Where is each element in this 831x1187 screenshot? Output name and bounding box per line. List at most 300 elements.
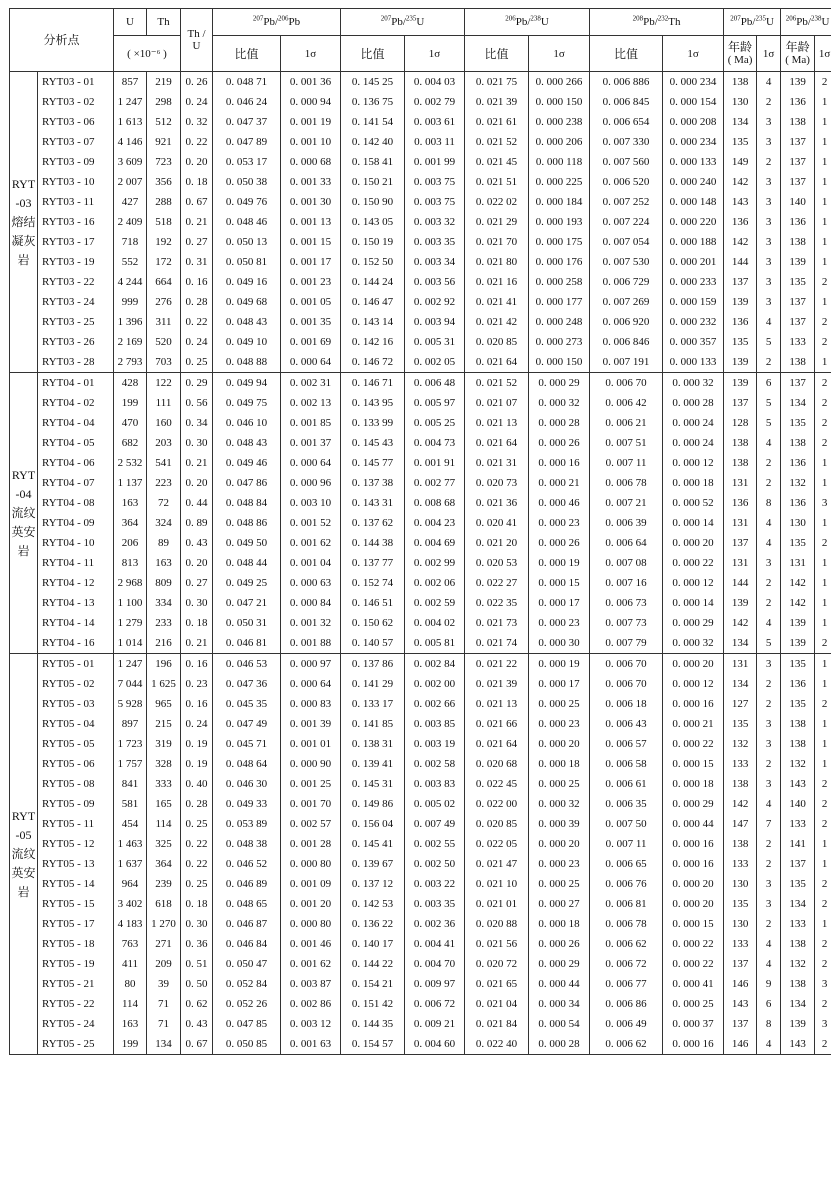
pb206-u238-ratio-cell: 0. 021 65: [465, 974, 529, 994]
pb207-u235-ratio-cell: 0. 144 38: [341, 533, 405, 553]
pb207-pb206-sigma-cell: 0. 001 88: [281, 633, 341, 654]
sample-id-cell: RYT04 - 10: [38, 533, 114, 553]
th-u-ratio-cell: 0. 29: [181, 373, 213, 394]
pb206-u238-sigma-cell: 0. 000 266: [529, 72, 590, 93]
pb207-u235-sigma-cell: 0. 009 21: [405, 1014, 465, 1034]
u-ppm-cell: 964: [114, 874, 147, 894]
pb208-th232-ratio-cell: 0. 007 330: [590, 132, 663, 152]
u-ppm-cell: 1 247: [114, 654, 147, 675]
pb206-u238-ratio-cell: 0. 022 40: [465, 1034, 529, 1055]
header-pb206-u238: $^{206}$Pb/$^{238}$U: [465, 9, 590, 36]
th-u-ratio-cell: 0. 43: [181, 1014, 213, 1034]
pb207-pb206-sigma-cell: 0. 001 36: [281, 72, 341, 93]
age-pb206-u238-sigma-cell: 2: [815, 694, 831, 714]
pb207-u235-sigma-cell: 0. 004 03: [405, 72, 465, 93]
pb207-pb206-ratio-cell: 0. 049 50: [213, 533, 281, 553]
pb208-th232-sigma-cell: 0. 000 32: [663, 633, 724, 654]
u-ppm-cell: 552: [114, 252, 147, 272]
age-pb206-u238-cell: 133: [781, 914, 815, 934]
th-u-ratio-cell: 0. 43: [181, 533, 213, 553]
pb206-u238-ratio-cell: 0. 021 70: [465, 232, 529, 252]
pb208-th232-ratio-cell: 0. 006 81: [590, 894, 663, 914]
pb206-u238-ratio-cell: 0. 021 29: [465, 212, 529, 232]
sample-id-cell: RYT04 - 09: [38, 513, 114, 533]
pb207-pb206-sigma-cell: 0. 002 13: [281, 393, 341, 413]
pb207-pb206-sigma-cell: 0. 001 17: [281, 252, 341, 272]
th-ppm-cell: 356: [147, 172, 181, 192]
pb206-u238-sigma-cell: 0. 000 184: [529, 192, 590, 212]
u-ppm-cell: 1 463: [114, 834, 147, 854]
pb207-pb206-ratio-cell: 0. 049 46: [213, 453, 281, 473]
pb208-th232-ratio-cell: 0. 007 08: [590, 553, 663, 573]
age-pb206-u238-sigma-cell: 2: [815, 894, 831, 914]
u-ppm-cell: 80: [114, 974, 147, 994]
rock-group-label-line: 岩: [17, 884, 30, 899]
age-pb206-u238-sigma-cell: 1: [815, 192, 831, 212]
pb207-u235-sigma-cell: 0. 003 35: [405, 894, 465, 914]
age-pb207-u235-sigma-cell: 3: [757, 272, 781, 292]
age-pb207-u235-cell: 138: [724, 834, 757, 854]
th-ppm-cell: 89: [147, 533, 181, 553]
pb207-pb206-ratio-cell: 0. 046 10: [213, 413, 281, 433]
th-u-ratio-cell: 0. 25: [181, 352, 213, 373]
table-row: [10, 894, 831, 914]
sample-id-cell: RYT05 - 25: [38, 1034, 114, 1055]
age-pb207-u235-sigma-cell: 3: [757, 112, 781, 132]
age-pb206-u238-cell: 133: [781, 814, 815, 834]
table-row: [10, 794, 831, 814]
age-pb206-u238-sigma-cell: 1: [815, 613, 831, 633]
age-pb207-u235-sigma-cell: 4: [757, 433, 781, 453]
pb208-th232-ratio-cell: 0. 006 845: [590, 92, 663, 112]
age-pb206-u238-sigma-cell: 2: [815, 814, 831, 834]
age-pb206-u238-cell: 130: [781, 513, 815, 533]
pb207-pb206-sigma-cell: 0. 001 32: [281, 613, 341, 633]
age-pb207-u235-sigma-cell: 4: [757, 613, 781, 633]
table-row: [10, 593, 831, 613]
pb206-u238-sigma-cell: 0. 000 193: [529, 212, 590, 232]
rock-group-label-line: -03: [15, 195, 32, 210]
rock-group-label-line: 流纹: [11, 846, 36, 861]
u-ppm-cell: 1 279: [114, 613, 147, 633]
age-pb207-u235-cell: 137: [724, 1014, 757, 1034]
pb206-u238-sigma-cell: 0. 000 26: [529, 533, 590, 553]
pb208-th232-sigma-cell: 0. 000 24: [663, 413, 724, 433]
pb208-th232-ratio-cell: 0. 006 73: [590, 593, 663, 613]
th-ppm-cell: 328: [147, 754, 181, 774]
pb208-th232-sigma-cell: 0. 000 208: [663, 112, 724, 132]
age-pb206-u238-sigma-cell: 2: [815, 373, 831, 394]
u-ppm-cell: 897: [114, 714, 147, 734]
pb206-u238-ratio-cell: 0. 020 41: [465, 513, 529, 533]
pb207-pb206-ratio-cell: 0. 050 38: [213, 172, 281, 192]
th-ppm-cell: 39: [147, 974, 181, 994]
age-pb206-u238-sigma-cell: 2: [815, 332, 831, 352]
pb207-u235-ratio-cell: 0. 150 19: [341, 232, 405, 252]
pb207-pb206-sigma-cell: 0. 001 37: [281, 433, 341, 453]
pb206-u238-ratio-cell: 0. 021 36: [465, 493, 529, 513]
pb207-u235-sigma-cell: 0. 003 19: [405, 734, 465, 754]
age-pb207-u235-sigma-cell: 3: [757, 252, 781, 272]
pb206-u238-sigma-cell: 0. 000 17: [529, 674, 590, 694]
pb207-pb206-ratio-cell: 0. 050 13: [213, 232, 281, 252]
th-u-ratio-cell: 0. 25: [181, 874, 213, 894]
pb207-u235-ratio-cell: 0. 141 85: [341, 714, 405, 734]
pb206-u238-sigma-cell: 0. 000 39: [529, 814, 590, 834]
u-ppm-cell: 1 137: [114, 473, 147, 493]
th-u-ratio-cell: 0. 56: [181, 393, 213, 413]
sample-id-cell: RYT04 - 08: [38, 493, 114, 513]
sample-id-cell: RYT03 - 02: [38, 92, 114, 112]
age-pb207-u235-cell: 135: [724, 132, 757, 152]
pb207-u235-ratio-cell: 0. 133 99: [341, 413, 405, 433]
pb208-th232-sigma-cell: 0. 000 188: [663, 232, 724, 252]
pb207-pb206-ratio-cell: 0. 046 30: [213, 774, 281, 794]
age-pb207-u235-cell: 137: [724, 954, 757, 974]
pb206-u238-sigma-cell: 0. 000 29: [529, 373, 590, 394]
sample-id-cell: RYT05 - 01: [38, 654, 114, 675]
pb207-u235-ratio-cell: 0. 154 57: [341, 1034, 405, 1055]
age-pb207-u235-sigma-cell: 2: [757, 694, 781, 714]
pb207-u235-ratio-cell: 0. 144 22: [341, 954, 405, 974]
pb207-u235-ratio-cell: 0. 143 14: [341, 312, 405, 332]
rock-group-label-line: -04: [15, 486, 32, 501]
pb208-th232-sigma-cell: 0. 000 41: [663, 974, 724, 994]
pb207-pb206-sigma-cell: 0. 001 28: [281, 834, 341, 854]
age-pb206-u238-cell: 131: [781, 553, 815, 573]
u-ppm-cell: 1 723: [114, 734, 147, 754]
age-pb206-u238-sigma-cell: 1: [815, 292, 831, 312]
age-pb207-u235-cell: 134: [724, 112, 757, 132]
rock-group-label-line: 英安: [11, 524, 36, 539]
age-pb207-u235-cell: 133: [724, 854, 757, 874]
age-pb207-u235-cell: 139: [724, 373, 757, 394]
pb207-u235-ratio-cell: 0. 139 41: [341, 754, 405, 774]
age-pb206-u238-cell: 140: [781, 794, 815, 814]
pb207-pb206-ratio-cell: 0. 047 37: [213, 112, 281, 132]
header-r4-mass-b: 232: [657, 14, 669, 23]
pb207-pb206-ratio-cell: 0. 050 81: [213, 252, 281, 272]
pb207-pb206-ratio-cell: 0. 048 65: [213, 894, 281, 914]
age-pb207-u235-cell: 143: [724, 994, 757, 1014]
pb206-u238-sigma-cell: 0. 000 273: [529, 332, 590, 352]
pb206-u238-sigma-cell: 0. 000 19: [529, 553, 590, 573]
th-ppm-cell: 298: [147, 92, 181, 112]
pb207-u235-sigma-cell: 0. 004 70: [405, 954, 465, 974]
age-pb207-u235-sigma-cell: 5: [757, 633, 781, 654]
pb208-th232-ratio-cell: 0. 007 252: [590, 192, 663, 212]
sample-id-cell: RYT03 - 10: [38, 172, 114, 192]
pb207-pb206-sigma-cell: 0. 000 83: [281, 694, 341, 714]
age-pb207-u235-sigma-cell: 9: [757, 974, 781, 994]
pb207-u235-ratio-cell: 0. 145 43: [341, 433, 405, 453]
th-u-ratio-cell: 0. 30: [181, 593, 213, 613]
th-ppm-cell: 364: [147, 854, 181, 874]
pb207-u235-ratio-cell: 0. 158 41: [341, 152, 405, 172]
pb207-pb206-ratio-cell: 0. 052 26: [213, 994, 281, 1014]
u-ppm-cell: 1 396: [114, 312, 147, 332]
age-pb207-u235-sigma-cell: 5: [757, 393, 781, 413]
pb206-u238-ratio-cell: 0. 021 39: [465, 674, 529, 694]
th-ppm-cell: 203: [147, 433, 181, 453]
age-pb207-u235-sigma-cell: 3: [757, 654, 781, 675]
pb207-pb206-ratio-cell: 0. 053 17: [213, 152, 281, 172]
pb206-u238-sigma-cell: 0. 000 15: [529, 573, 590, 593]
pb207-pb206-sigma-cell: 0. 000 63: [281, 573, 341, 593]
th-ppm-cell: 541: [147, 453, 181, 473]
pb208-th232-sigma-cell: 0. 000 22: [663, 553, 724, 573]
age-pb207-u235-sigma-cell: 6: [757, 373, 781, 394]
pb206-u238-sigma-cell: 0. 000 23: [529, 714, 590, 734]
age-pb206-u238-cell: 138: [781, 974, 815, 994]
th-ppm-cell: 114: [147, 814, 181, 834]
pb207-pb206-sigma-cell: 0. 001 23: [281, 272, 341, 292]
pb207-pb206-sigma-cell: 0. 001 63: [281, 1034, 341, 1055]
u-ppm-cell: 1 757: [114, 754, 147, 774]
pb206-u238-sigma-cell: 0. 000 16: [529, 453, 590, 473]
age-pb207-u235-sigma-cell: 3: [757, 774, 781, 794]
pb207-u235-ratio-cell: 0. 133 17: [341, 694, 405, 714]
pb207-u235-sigma-cell: 0. 002 55: [405, 834, 465, 854]
table-row: [10, 252, 831, 272]
th-ppm-cell: 664: [147, 272, 181, 292]
pb207-u235-ratio-cell: 0. 137 62: [341, 513, 405, 533]
age-pb207-u235-cell: 146: [724, 1034, 757, 1055]
th-u-ratio-cell: 0. 23: [181, 674, 213, 694]
age-pb207-u235-sigma-cell: 2: [757, 352, 781, 373]
age-pb206-u238-cell: 142: [781, 573, 815, 593]
u-ppm-cell: 3 609: [114, 152, 147, 172]
header-age-label: 年龄: [728, 40, 753, 54]
pb206-u238-sigma-cell: 0. 000 29: [529, 954, 590, 974]
age-pb206-u238-cell: 139: [781, 633, 815, 654]
pb207-pb206-sigma-cell: 0. 001 05: [281, 292, 341, 312]
header-age-pb206-u238: $^{206}$Pb/$^{238}$U: [781, 9, 831, 36]
pb207-u235-ratio-cell: 0. 146 72: [341, 352, 405, 373]
th-ppm-cell: 122: [147, 373, 181, 394]
th-ppm-cell: 71: [147, 1014, 181, 1034]
age-pb207-u235-cell: 147: [724, 814, 757, 834]
pb206-u238-sigma-cell: 0. 000 23: [529, 613, 590, 633]
pb207-pb206-sigma-cell: 0. 001 25: [281, 774, 341, 794]
rock-group-label: [10, 72, 38, 373]
pb206-u238-sigma-cell: 0. 000 44: [529, 974, 590, 994]
age-pb207-u235-cell: 130: [724, 914, 757, 934]
age-pb207-u235-sigma-cell: 4: [757, 1034, 781, 1055]
pb207-pb206-sigma-cell: 0. 000 94: [281, 92, 341, 112]
pb207-pb206-ratio-cell: 0. 048 71: [213, 72, 281, 93]
table-row: [10, 272, 831, 292]
th-ppm-cell: 209: [147, 954, 181, 974]
age-pb206-u238-sigma-cell: 1: [815, 734, 831, 754]
sample-id-cell: RYT04 - 12: [38, 573, 114, 593]
table-row: [10, 373, 831, 394]
sample-id-cell: RYT04 - 11: [38, 553, 114, 573]
pb208-th232-ratio-cell: 0. 006 49: [590, 1014, 663, 1034]
pb207-u235-sigma-cell: 0. 003 22: [405, 874, 465, 894]
pb207-pb206-sigma-cell: 0. 000 64: [281, 352, 341, 373]
pb208-th232-ratio-cell: 0. 006 42: [590, 393, 663, 413]
table-row: [10, 212, 831, 232]
pb207-u235-sigma-cell: 0. 002 99: [405, 553, 465, 573]
pb206-u238-sigma-cell: 0. 000 225: [529, 172, 590, 192]
pb206-u238-ratio-cell: 0. 022 45: [465, 774, 529, 794]
table-row: [10, 654, 831, 675]
pb206-u238-ratio-cell: 0. 022 27: [465, 573, 529, 593]
th-u-ratio-cell: 0. 32: [181, 112, 213, 132]
pb206-u238-sigma-cell: 0. 000 46: [529, 493, 590, 513]
table-row: [10, 934, 831, 954]
th-ppm-cell: 172: [147, 252, 181, 272]
pb208-th232-sigma-cell: 0. 000 12: [663, 674, 724, 694]
age-pb206-u238-cell: 135: [781, 533, 815, 553]
pb207-pb206-ratio-cell: 0. 049 68: [213, 292, 281, 312]
pb208-th232-sigma-cell: 0. 000 16: [663, 834, 724, 854]
pb208-th232-sigma-cell: 0. 000 18: [663, 774, 724, 794]
pb207-pb206-sigma-cell: 0. 001 62: [281, 954, 341, 974]
u-ppm-cell: 163: [114, 1014, 147, 1034]
age-pb207-u235-cell: 142: [724, 232, 757, 252]
header-age1-iso-a: Pb: [740, 16, 753, 28]
age-pb207-u235-cell: 149: [724, 152, 757, 172]
header-analysis-point: 分析点: [10, 9, 114, 72]
table-row: [10, 533, 831, 553]
age-pb207-u235-sigma-cell: 2: [757, 914, 781, 934]
sample-id-cell: RYT03 - 01: [38, 72, 114, 93]
age-pb206-u238-cell: 138: [781, 112, 815, 132]
pb207-u235-ratio-cell: 0. 137 77: [341, 553, 405, 573]
header-th-u: Th / U: [181, 9, 213, 72]
age-pb207-u235-sigma-cell: 2: [757, 92, 781, 112]
pb206-u238-sigma-cell: 0. 000 118: [529, 152, 590, 172]
pb207-pb206-sigma-cell: 0. 001 13: [281, 212, 341, 232]
u-ppm-cell: 682: [114, 433, 147, 453]
age-pb206-u238-cell: 132: [781, 954, 815, 974]
pb206-u238-sigma-cell: 0. 000 34: [529, 994, 590, 1014]
age-pb206-u238-sigma-cell: 3: [815, 493, 831, 513]
pb206-u238-sigma-cell: 0. 000 30: [529, 633, 590, 654]
table-row: [10, 674, 831, 694]
pb207-pb206-sigma-cell: 0. 001 10: [281, 132, 341, 152]
pb206-u238-sigma-cell: 0. 000 28: [529, 1034, 590, 1055]
sample-id-cell: RYT05 - 04: [38, 714, 114, 734]
age-pb207-u235-sigma-cell: 6: [757, 994, 781, 1014]
pb208-th232-ratio-cell: 0. 006 43: [590, 714, 663, 734]
th-u-ratio-cell: 0. 16: [181, 654, 213, 675]
age-pb206-u238-sigma-cell: 2: [815, 272, 831, 292]
u-ppm-cell: 2 007: [114, 172, 147, 192]
age-pb207-u235-sigma-cell: 3: [757, 132, 781, 152]
age-pb206-u238-cell: 137: [781, 172, 815, 192]
header-age2-iso-b: U: [821, 16, 830, 28]
pb208-th232-sigma-cell: 0. 000 16: [663, 1034, 724, 1055]
pb207-pb206-sigma-cell: 0. 001 46: [281, 934, 341, 954]
pb206-u238-sigma-cell: 0. 000 25: [529, 694, 590, 714]
pb208-th232-ratio-cell: 0. 007 50: [590, 814, 663, 834]
u-ppm-cell: 206: [114, 533, 147, 553]
pb207-pb206-sigma-cell: 0. 001 52: [281, 513, 341, 533]
pb208-th232-ratio-cell: 0. 006 21: [590, 413, 663, 433]
pb206-u238-ratio-cell: 0. 021 51: [465, 172, 529, 192]
pb208-th232-sigma-cell: 0. 000 234: [663, 72, 724, 93]
header-sigma: 1σ: [663, 36, 724, 72]
sample-id-cell: RYT05 - 15: [38, 894, 114, 914]
pb207-u235-sigma-cell: 0. 003 61: [405, 112, 465, 132]
pb208-th232-sigma-cell: 0. 000 14: [663, 593, 724, 613]
th-u-ratio-cell: 0. 24: [181, 332, 213, 352]
age-pb207-u235-sigma-cell: 3: [757, 734, 781, 754]
table-row: [10, 1034, 831, 1055]
u-ppm-cell: 813: [114, 553, 147, 573]
pb207-u235-ratio-cell: 0. 145 31: [341, 774, 405, 794]
pb207-u235-sigma-cell: 0. 002 50: [405, 854, 465, 874]
pb207-pb206-sigma-cell: 0. 001 62: [281, 533, 341, 553]
age-pb206-u238-sigma-cell: 2: [815, 1034, 831, 1055]
pb208-th232-ratio-cell: 0. 006 77: [590, 974, 663, 994]
pb208-th232-ratio-cell: 0. 007 530: [590, 252, 663, 272]
sample-id-cell: RYT04 - 04: [38, 413, 114, 433]
pb207-pb206-ratio-cell: 0. 049 25: [213, 573, 281, 593]
age-pb207-u235-sigma-cell: 2: [757, 754, 781, 774]
th-ppm-cell: 219: [147, 72, 181, 93]
header-r3-mass-a: 206: [505, 14, 516, 23]
pb206-u238-sigma-cell: 0. 000 150: [529, 92, 590, 112]
header-ratio: 比值: [590, 36, 663, 72]
header-pb207-u235: $^{207}$Pb/$^{235}$U: [341, 9, 465, 36]
age-pb207-u235-cell: 142: [724, 613, 757, 633]
table-row: [10, 974, 831, 994]
pb206-u238-ratio-cell: 0. 021 07: [465, 393, 529, 413]
pb206-u238-sigma-cell: 0. 000 26: [529, 433, 590, 453]
th-u-ratio-cell: 0. 27: [181, 232, 213, 252]
pb207-pb206-sigma-cell: 0. 000 64: [281, 453, 341, 473]
table-row: [10, 814, 831, 834]
pb208-th232-sigma-cell: 0. 000 29: [663, 613, 724, 633]
pb207-u235-sigma-cell: 0. 002 59: [405, 593, 465, 613]
pb206-u238-sigma-cell: 0. 000 32: [529, 794, 590, 814]
pb207-pb206-ratio-cell: 0. 049 76: [213, 192, 281, 212]
pb208-th232-ratio-cell: 0. 006 886: [590, 72, 663, 93]
header-age1-mass-a: 207: [730, 14, 741, 23]
th-u-ratio-cell: 0. 22: [181, 834, 213, 854]
pb207-u235-ratio-cell: 0. 145 25: [341, 72, 405, 93]
age-pb206-u238-cell: 137: [781, 292, 815, 312]
th-ppm-cell: 72: [147, 493, 181, 513]
pb208-th232-sigma-cell: 0. 000 21: [663, 714, 724, 734]
age-pb206-u238-sigma-cell: 1: [815, 834, 831, 854]
pb206-u238-sigma-cell: 0. 000 32: [529, 393, 590, 413]
pb208-th232-ratio-cell: 0. 007 054: [590, 232, 663, 252]
age-pb206-u238-cell: 134: [781, 393, 815, 413]
pb208-th232-ratio-cell: 0. 006 58: [590, 754, 663, 774]
pb207-u235-sigma-cell: 0. 003 35: [405, 232, 465, 252]
pb208-th232-ratio-cell: 0. 006 35: [590, 794, 663, 814]
pb207-u235-sigma-cell: 0. 005 02: [405, 794, 465, 814]
age-pb206-u238-cell: 138: [781, 714, 815, 734]
th-ppm-cell: 239: [147, 874, 181, 894]
pb207-u235-sigma-cell: 0. 003 75: [405, 192, 465, 212]
age-pb207-u235-cell: 131: [724, 513, 757, 533]
header-ratio: 比值: [465, 36, 529, 72]
age-pb206-u238-sigma-cell: 2: [815, 633, 831, 654]
pb206-u238-ratio-cell: 0. 020 68: [465, 754, 529, 774]
th-u-ratio-cell: 0. 62: [181, 994, 213, 1014]
rock-group-label: [10, 373, 38, 654]
age-pb207-u235-sigma-cell: 4: [757, 513, 781, 533]
pb206-u238-sigma-cell: 0. 000 23: [529, 854, 590, 874]
pb206-u238-ratio-cell: 0. 021 39: [465, 92, 529, 112]
age-pb207-u235-cell: 130: [724, 874, 757, 894]
